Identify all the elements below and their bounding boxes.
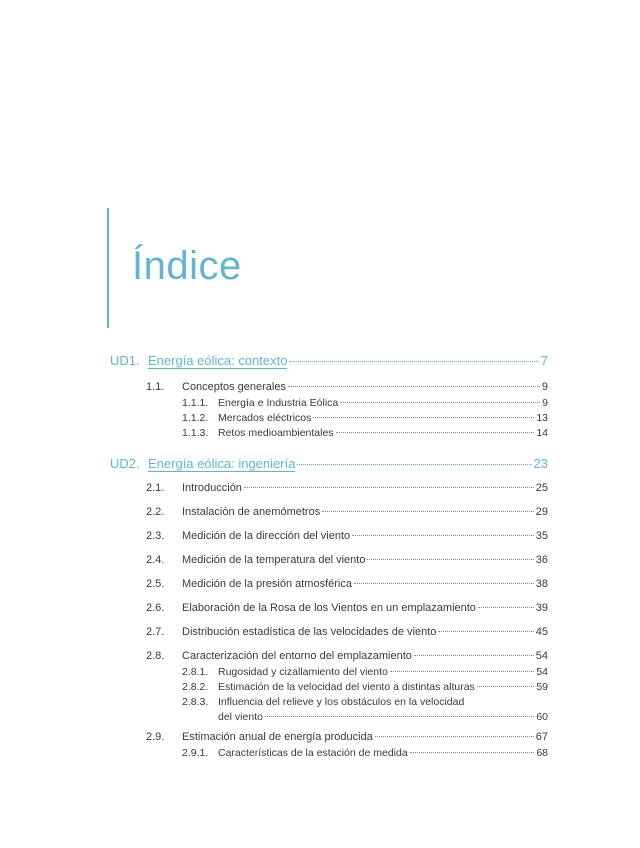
dot-leader (289, 361, 538, 362)
dot-leader (478, 607, 534, 608)
toc-number: 2.4. (146, 554, 165, 566)
dot-leader (410, 752, 535, 753)
toc-section-2-2[interactable] (146, 506, 548, 518)
toc-text: Elaboración de la Rosa de los Vientos en un emplazamiento (182, 602, 476, 614)
toc-text: Energía eólica: ingeniería (148, 456, 296, 471)
toc-section-2-7[interactable] (146, 626, 548, 638)
toc-number: 2.9.1. (182, 747, 209, 759)
toc-section-2-6[interactable] (146, 602, 548, 614)
dot-leader (352, 535, 534, 536)
toc-text: Medición de la dirección del viento (182, 530, 351, 542)
toc-number: 1.1.3. (182, 427, 209, 439)
dot-leader (322, 511, 534, 512)
toc-number: 2.1. (146, 482, 165, 494)
toc-text: Caracterización del entorno del emplazamiento (182, 650, 412, 662)
toc-unit-2[interactable] (110, 456, 548, 472)
toc-page: 25 (535, 482, 548, 494)
dot-leader (390, 671, 534, 672)
toc-text: Estimación anual de energía producida (182, 731, 373, 743)
toc-subsection-1-1-3[interactable] (182, 427, 548, 439)
dot-leader (313, 417, 534, 418)
toc-number: 2.8.2. (182, 681, 209, 693)
toc-number: 2.7. (146, 626, 165, 638)
toc-page: 59 (536, 681, 548, 693)
toc-section-2-4[interactable] (146, 554, 548, 566)
toc-page: 67 (535, 731, 548, 743)
toc-page: 23 (533, 456, 548, 471)
dot-leader (288, 386, 540, 387)
toc-text: Retos medioambientales (218, 427, 334, 439)
toc-page: 9 (542, 397, 548, 409)
toc-subsection-1-1-2[interactable] (182, 412, 548, 424)
dot-leader (367, 559, 533, 560)
toc-text: Conceptos generales (182, 381, 286, 393)
toc-page: 38 (535, 578, 548, 590)
toc-subsection-2-8-3-continued[interactable] (218, 711, 548, 723)
toc-number: UD1. (110, 353, 140, 368)
toc-number: 2.8.3. (182, 696, 209, 708)
toc-number: 2.8. (146, 650, 165, 662)
toc-page: 7 (540, 353, 548, 368)
toc-number: 2.5. (146, 578, 165, 590)
toc-text: Energía e Industria Eólica (218, 397, 339, 409)
dot-leader (340, 402, 540, 403)
toc-section-1-1[interactable] (146, 381, 548, 393)
toc-text: Mercados eléctricos (218, 412, 312, 424)
toc-page: 54 (535, 650, 548, 662)
toc-page: 39 (535, 602, 548, 614)
dot-leader (477, 686, 535, 687)
dot-leader (354, 583, 534, 584)
toc-text: Características de la estación de medida (218, 747, 408, 759)
toc-subsection-2-8-3[interactable] (182, 696, 524, 708)
toc-number: UD2. (110, 456, 140, 471)
toc-number: 1.1. (146, 381, 165, 393)
toc-subsection-2-9-1[interactable] (182, 747, 548, 759)
dot-leader (438, 631, 533, 632)
toc-page: 45 (535, 626, 548, 638)
toc-text: Medición de la presión atmosférica (182, 578, 352, 590)
page-title: Índice (132, 244, 242, 288)
toc-number: 1.1.1. (182, 397, 209, 409)
dot-leader (265, 716, 534, 717)
toc-text: Energía eólica: contexto (148, 353, 288, 368)
toc-text: Introducción (182, 482, 242, 494)
toc-page: 54 (536, 666, 548, 678)
toc-subsection-2-8-2[interactable] (182, 681, 548, 693)
toc-number: 2.3. (146, 530, 165, 542)
dot-leader (414, 655, 534, 656)
toc-section-2-9[interactable] (146, 731, 548, 743)
toc-text: Estimación de la velocidad del viento a distintas alturas (218, 681, 475, 693)
toc-page: 60 (536, 711, 548, 723)
toc-page: 36 (535, 554, 548, 566)
toc-page: 35 (535, 530, 548, 542)
toc-text: del viento (218, 711, 263, 723)
dot-leader (297, 464, 531, 465)
toc-number: 2.9. (146, 731, 165, 743)
toc-page: 14 (536, 427, 548, 439)
dot-leader (336, 432, 535, 433)
toc-page: 9 (541, 381, 548, 393)
toc-number: 1.1.2. (182, 412, 209, 424)
dot-leader (244, 487, 534, 488)
dot-leader (375, 736, 534, 737)
toc-section-2-8[interactable] (146, 650, 548, 662)
toc-text: Influencia del relieve y los obstáculos en la velocidad (218, 696, 465, 708)
toc-text: Distribución estadística de las velocidades de viento (182, 626, 437, 638)
toc-number: 2.6. (146, 602, 165, 614)
toc-text: Instalación de anemómetros (182, 506, 321, 518)
toc-number: 2.8.1. (182, 666, 209, 678)
toc-section-2-3[interactable] (146, 530, 548, 542)
toc-number: 2.2. (146, 506, 165, 518)
toc-subsection-1-1-1[interactable] (182, 397, 548, 409)
toc-section-2-5[interactable] (146, 578, 548, 590)
toc-section-2-1[interactable] (146, 482, 548, 494)
toc-text: Medición de la temperatura del viento (182, 554, 366, 566)
toc-page: 68 (536, 747, 548, 759)
toc-page: 13 (536, 412, 548, 424)
toc-text: Rugosidad y cizallamiento del viento (218, 666, 388, 678)
toc-unit-1[interactable] (110, 353, 548, 369)
toc-page: 29 (535, 506, 548, 518)
toc-subsection-2-8-1[interactable] (182, 666, 548, 678)
